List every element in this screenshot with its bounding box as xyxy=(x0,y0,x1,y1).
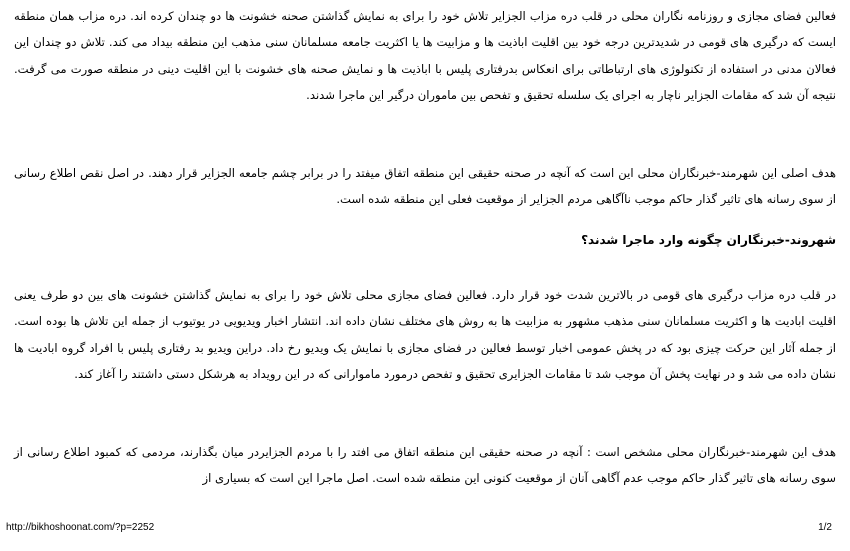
paragraph-goal: هدف اصلی این شهرمند-خبرنگاران محلی این است که آنچه در صحنه حقیقی این منطقه اتفاق میفتد را در برابر چشم جامعه الجزایر قرار دهند. در اصل نقص اطلاع رسانی از سوی رسانه های تاثیر گذار حاکم موجب ناآگاهی مردم الجزایر از موقعیت فعلی این منطقه شده است. xyxy=(14,166,836,207)
paragraph-intro: فعالین فضای مجازی و روزنامه نگاران محلی در قلب دره مزاب الجزایر تلاش خود را برای به نمایش گذاشتن صحنه خشونت ها دو چندان کرده اند. دره مزاب همان منطقه ایست که درگیری های قومی در شدیدترین درجه خود بین اقلیت اباذیت ها و مزابیت ها یا اکثریت جامعه مسلمانان سنی مذهب این منطقه بیداد می کند. تلاش دو چندان این فعالان مدنی در استفاده از تکنولوژی های ارتباطاتی برای انعکاس بدرفتاری پلیس با اباذیت ها و نمایش صحنه های خشونت با این اقلیت دینی در منطقه صورت می گرفت. نتیجه آن شد که مقامات الجزایر ناچار به اجرای یک سلسله تحقیق و تفحص بین ماموران درگیر این ماجرا شدند. xyxy=(14,9,836,103)
footer-url: http://bikhoshoonat.com/?p=2252 xyxy=(6,522,155,533)
page-number: 1/2 xyxy=(818,522,832,533)
section-heading: شهروند-خبرنگاران چگونه وارد ماجرا شدند؟ xyxy=(581,233,836,247)
paragraph-purpose: هدف این شهرمند-خبرنگاران محلی مشخص است : آنچه در صحنه حقیقی این منطقه اتفاق می افتد را با مردم الجزایردر میان بگذارند، مردمی که کمبود اطلاع رسانی از سوی رسانه های تاثیر گذار حاکم موجب عدم آگاهی آنان از موقعیت کنونی این منطقه شده است. اصل ماجرا این است که بسیاری از xyxy=(14,445,836,486)
paragraph-mzab: در قلب دره مزاب درگیری های قومی در بالاترین شدت خود قرار دارد. فعالین فضای مجازی محلی تلاش خود را برای به نمایش گذاشتن خشونت های بین دو طرف یعنی اقلیت ابادیت ها و اکثریت مسلمانان سنی مذهب مشهور به مزابیت ها به روش های مختلف نشان داده اند. انتشار اخبار ویدیویی در یوتیوب از جمله این تلاش ها بوده است. از جمله آثار این حرکت چیزی بود که در پخش عمومی اخبار توسط فعالین در فضای مجازی با نمایش یک ویدیو رخ داد. دراین ویدیو بد رفتاری پلیس با افراد گروه ابادیت ها نشان داده می شد و در نهایت پخش آن موجب شد تا مقامات الجزایری تحقیق و تفحص درمورد ماموارانی که در این رویداد به هرشکل دستی داشتند را آغاز کند. xyxy=(14,288,836,382)
